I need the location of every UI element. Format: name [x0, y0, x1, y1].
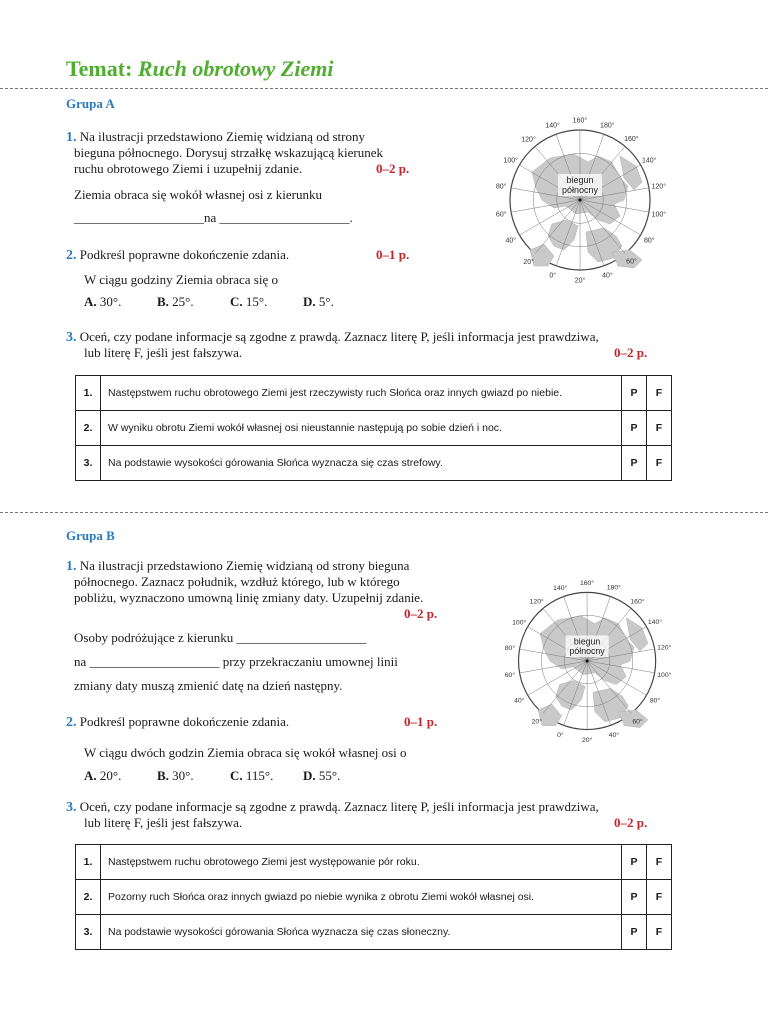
degree-label: 120°	[651, 183, 667, 191]
table-row: 1. Następstwem ruchu obrotowego Ziemi jest rzeczywisty ruch Słońca oraz innych gwiazd po niebie. P F	[76, 376, 672, 411]
group-b-heading: Grupa B	[66, 528, 115, 543]
true-option[interactable]: P	[622, 915, 647, 950]
a-q1-line-3: ruchu obrotowego Ziemi i uzupełnij zdanie.	[74, 161, 303, 176]
degree-label: 160°	[630, 598, 645, 606]
a-q2-option-a[interactable]: A. 30°.	[84, 294, 122, 309]
degree-label: 140°	[545, 122, 560, 130]
a-q2-points: 0–1 p.	[376, 247, 410, 262]
degree-label: 140°	[642, 157, 657, 165]
polar-map-group-b[interactable]	[478, 563, 706, 755]
degree-label: 80°	[504, 644, 516, 652]
b-q1-line-2: północnego. Zaznacz południk, wzdłuż którego, lub w którego	[74, 574, 400, 589]
degree-label: 60°	[626, 258, 637, 266]
false-option[interactable]: F	[647, 446, 672, 481]
degree-label: 160°	[572, 117, 588, 125]
degree-label: 160°	[579, 580, 595, 588]
b-q1-line-1: 1. Na ilustracji przedstawiono Ziemię widzianą od strony bieguna	[66, 558, 410, 574]
degree-label: 140°	[553, 584, 568, 592]
north-pole-dot	[579, 199, 582, 202]
a-q3-line-2: lub literę F, jeśli jest fałszywa.	[84, 345, 243, 360]
b-q1-line-3: pobliżu, wyznaczono umowną linię zmiany daty. Uzupełnij zdanie.	[74, 590, 424, 605]
a-q1-line-2: bieguna północnego. Dorysuj strzałkę wskazującą kierunek	[74, 145, 384, 160]
degree-label: 100°	[657, 671, 672, 679]
table-row: 3. Na podstawie wysokości górowania Słońca wyznacza się czas strefowy. P F	[76, 446, 672, 481]
degree-label: 60°	[632, 718, 643, 726]
degree-label: 140°	[647, 619, 663, 627]
a-q3-points: 0–2 p.	[614, 345, 648, 360]
a-q2-line: 2. Podkreśl poprawne dokończenie zdania.	[66, 247, 290, 263]
b-truefalse-table	[75, 844, 672, 950]
false-option[interactable]: F	[647, 411, 672, 446]
table-row: 2. Pozorny ruch Słońca oraz innych gwiazd po niebie wynika z obrotu Ziemi wokół własnej osi. P F	[76, 880, 672, 915]
degree-label: 40°	[505, 237, 517, 245]
a-q1-points: 0–2 p.	[376, 161, 410, 176]
a-q1-line-1: 1. Na ilustracji przedstawiono Ziemię widzianą od strony	[66, 129, 365, 145]
degree-label: 40°	[602, 272, 613, 280]
divider	[0, 512, 768, 513]
a-q2-option-c[interactable]: C. 15°.	[230, 294, 268, 309]
false-option[interactable]: F	[647, 915, 672, 950]
a-truefalse-table	[75, 375, 672, 481]
b-q3-line-2: lub literę F, jeśli jest fałszywa.	[84, 815, 243, 830]
a-q2-option-d[interactable]: D. 5°.	[303, 294, 334, 309]
degree-label: 120°	[657, 644, 672, 652]
degree-label: 20°	[581, 736, 593, 744]
b-q3-line-1: 3. Oceń, czy podane informacje są zgodne z prawdą. Zaznacz literę P, jeśli informacja jest prawdziwa,	[66, 799, 599, 815]
b-q2-line: 2. Podkreśl poprawne dokończenie zdania.	[66, 714, 290, 730]
degree-label: 80°	[649, 697, 661, 705]
degree-label: 0°	[549, 272, 557, 280]
divider	[0, 88, 768, 89]
b-q2-stem: W ciągu dwóch godzin Ziemia obraca się wokół własnej osi o	[84, 745, 407, 760]
a-q2-option-b[interactable]: B. 25°.	[157, 294, 194, 309]
degree-label: 0°	[557, 732, 564, 740]
b-q1-fill-1[interactable]: Osoby podróżujące z kierunku ____________________	[74, 630, 367, 645]
degree-label: 80°	[495, 183, 507, 191]
degree-label: 20°	[523, 258, 534, 266]
degree-label: 160°	[624, 136, 639, 144]
degree-label: 40°	[514, 697, 525, 705]
degree-label: 180°	[606, 584, 621, 592]
polar-map-group-a[interactable]	[470, 100, 700, 296]
true-option[interactable]: P	[622, 376, 647, 411]
b-q1-fill-3: zmiany daty muszą zmienić datę na dzień następny.	[74, 678, 343, 693]
degree-label: 80°	[644, 237, 655, 245]
b-q3-points: 0–2 p.	[614, 815, 648, 830]
table-row: 1. Następstwem ruchu obrotowego Ziemi jest występowanie pór roku. P F	[76, 845, 672, 880]
group-a-heading: Grupa A	[66, 96, 115, 111]
north-pole-label: północny	[569, 646, 605, 657]
false-option[interactable]: F	[647, 376, 672, 411]
degree-label: 180°	[600, 122, 615, 130]
page-title: Temat: Ruch obrotowy Ziemi	[66, 56, 334, 81]
b-q1-fill-2[interactable]: na ____________________ przy przekraczaniu umownej linii	[74, 654, 398, 669]
north-pole-label: biegun	[573, 636, 601, 647]
a-q3-line-1: 3. Oceń, czy podane informacje są zgodne z prawdą. Zaznacz literę P, jeśli informacja jest prawdziwa,	[66, 329, 599, 345]
degree-label: 120°	[521, 136, 536, 144]
false-option[interactable]: F	[647, 845, 672, 880]
degree-label: 60°	[495, 211, 507, 219]
b-q2-option-d[interactable]: D. 55°.	[303, 768, 341, 783]
degree-label: 120°	[529, 598, 544, 606]
true-option[interactable]: P	[622, 411, 647, 446]
b-q2-option-b[interactable]: B. 30°.	[157, 768, 194, 783]
table-row: 3. Na podstawie wysokości górowania Słońca wyznacza się czas słoneczny. P F	[76, 915, 672, 950]
b-q1-points: 0–2 p.	[404, 606, 438, 621]
a-q1-blank[interactable]: ____________________na ____________________.	[74, 210, 353, 225]
degree-label: 60°	[504, 672, 516, 680]
degree-label: 100°	[512, 619, 527, 627]
b-q2-option-c[interactable]: C. 115°.	[230, 768, 274, 783]
north-pole-label: północny	[561, 185, 599, 195]
a-q2-stem: W ciągu godziny Ziemia obraca się o	[84, 272, 278, 287]
table-row: 2. W wyniku obrotu Ziemi wokół własnej osi nieustannie następują po sobie dzień i noc. P F	[76, 411, 672, 446]
degree-label: 40°	[608, 732, 620, 740]
degree-label: 100°	[651, 211, 667, 219]
north-pole-label: biegun	[566, 175, 594, 185]
degree-label: 100°	[503, 157, 518, 165]
b-q2-option-a[interactable]: A. 20°.	[84, 768, 122, 783]
true-option[interactable]: P	[622, 845, 647, 880]
north-pole-dot	[586, 659, 589, 662]
b-q2-points: 0–1 p.	[404, 714, 438, 729]
degree-label: 20°	[574, 277, 586, 285]
false-option[interactable]: F	[647, 880, 672, 915]
a-q1-sentence: Ziemia obraca się wokół własnej osi z kierunku	[74, 187, 323, 202]
true-option[interactable]: P	[622, 880, 647, 915]
true-option[interactable]: P	[622, 446, 647, 481]
degree-label: 20°	[531, 718, 542, 726]
